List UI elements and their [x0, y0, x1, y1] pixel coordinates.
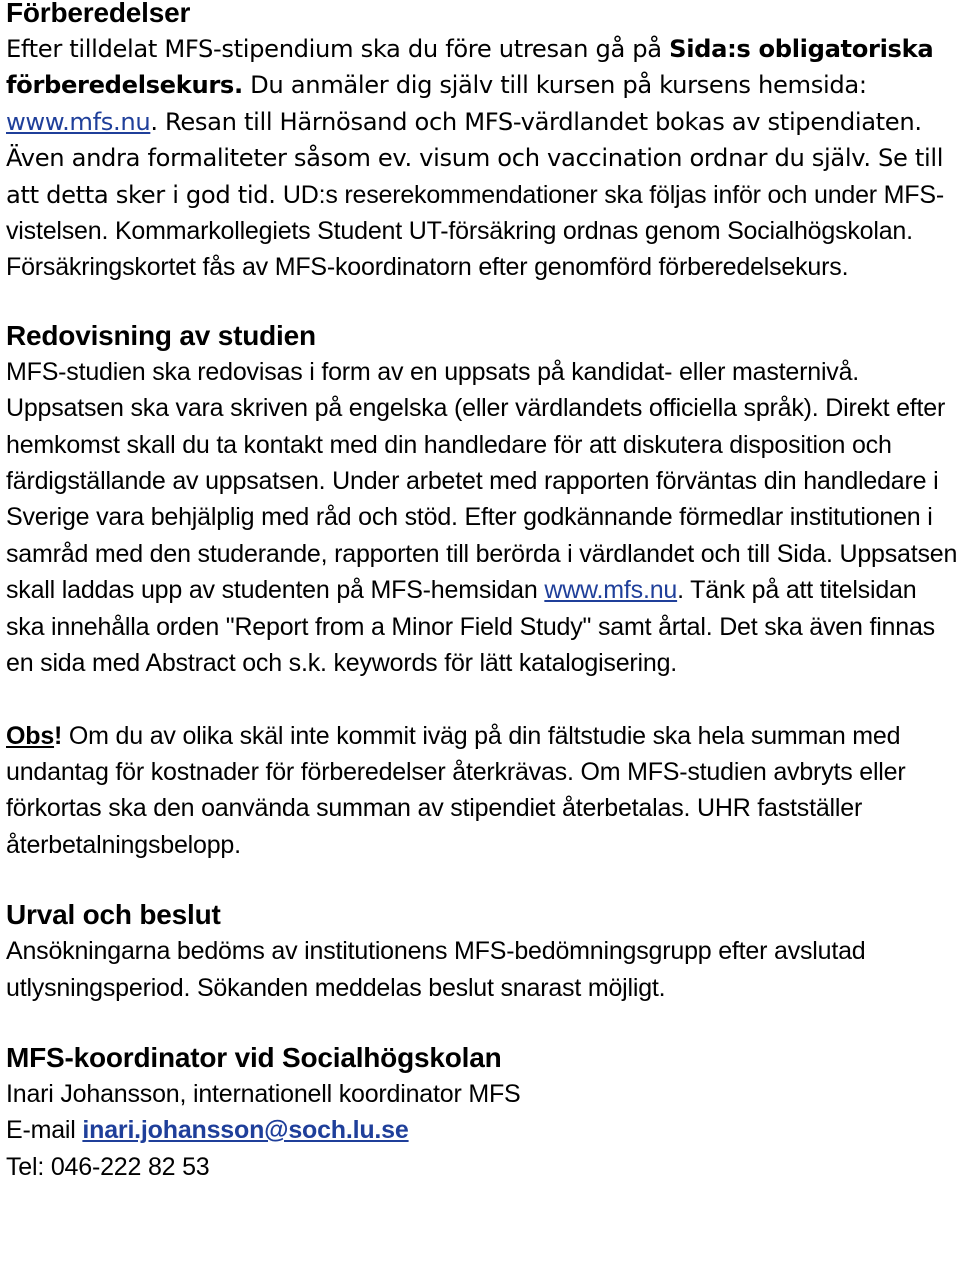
paragraph-redovisning — [6, 354, 960, 682]
koordinator-email-line — [6, 1112, 960, 1148]
paragraph-forberedelser — [6, 31, 960, 286]
forberedelser-text-2: Du anmäler dig själv till kursen på kursens hemsida: — [242, 71, 867, 100]
forberedelser-text-1: Efter tilldelat MFS-stipendium ska du före utresan gå på — [6, 35, 670, 63]
forberedelser-kurs-bold: Sida:s obligatoriska förberedelsekurs. — [6, 35, 934, 100]
heading-koordinator: MFS-koordinator vid Socialhögskolan — [6, 1041, 502, 1073]
heading-urval: Urval och beslut — [6, 899, 221, 931]
obs-label: Obs — [6, 721, 55, 750]
obs-exclamation: ! — [54, 721, 63, 750]
mfs-website-link[interactable]: www.mfs.nu — [6, 107, 151, 136]
redovisning-text-2: . Tänk på att titelsidan ska innehålla orden "Report from a Minor Field Study" samt årtal. Det ska även finnas en sida med Abstract och s.k. keywords för lätt katalogisering. — [6, 576, 935, 678]
koordinator-name: Inari Johansson, internationell koordinator MFS — [6, 1079, 521, 1108]
paragraph-obs — [6, 718, 960, 864]
mfs-upload-link[interactable]: www.mfs.nu — [544, 576, 678, 605]
forberedelser-text-3: . Resan till Härnösand och MFS-värdlandet bokas av stipendiaten. Även andra formaliteter såsom ev. visum och vaccination ordnar du själv. Se till att detta sker i god tid. — [6, 107, 944, 209]
heading-redovisning: Redovisning av studien — [6, 319, 316, 351]
paragraph-urval: Ansökningarna bedöms av institutionens MFS-bedömningsgrupp efter avslutad utlysningsperiod. Sökanden meddelas beslut snarast möjligt. — [6, 937, 866, 1002]
redovisning-text-1: MFS-studien ska redovisas i form av en uppsats på kandidat- eller masternivå. Uppsatsen ska vara skriven på engelska (eller värdlandets officiella språk). Direkt efter hemkomst skall du ta kontakt med din handledare för att diskutera disposition och färdigställande av uppsatsen. Under arbetet med rapporten förväntas din handledare i Sverige vara behjälplig med råd och stöd. Efter godkännande förmedlar institutionen i samråd med den studerande, rapporten till berörda i värdlandet och till Sida. Uppsatsen skall laddas upp av studenten på MFS-hemsidan — [6, 357, 958, 605]
heading-forberedelser: Förberedelser — [6, 0, 191, 28]
forberedelser-text-4: UD:s reserekommendationer ska följas inför och under MFS-vistelsen. Kommarkollegiets Student UT-försäkring ordnas genom Socialhögskolan. Försäkringskortet fås av MFS-koordinatorn efter genomförd förberedelsekurs. — [6, 180, 944, 282]
email-label: E-mail — [6, 1116, 83, 1145]
koordinator-phone: Tel: 046-222 82 53 — [6, 1152, 210, 1181]
email-link[interactable]: inari.johansson@soch.lu.se — [82, 1116, 409, 1145]
obs-text: Om du av olika skäl inte kommit iväg på din fältstudie ska hela summan med undantag för kostnader för förberedelser återkrävas. Om MFS-studien avbryts eller förkortas ska den oanvända summan av stipendiet återbetalas. UHR fastställer återbetalningsbelopp. — [6, 721, 906, 859]
